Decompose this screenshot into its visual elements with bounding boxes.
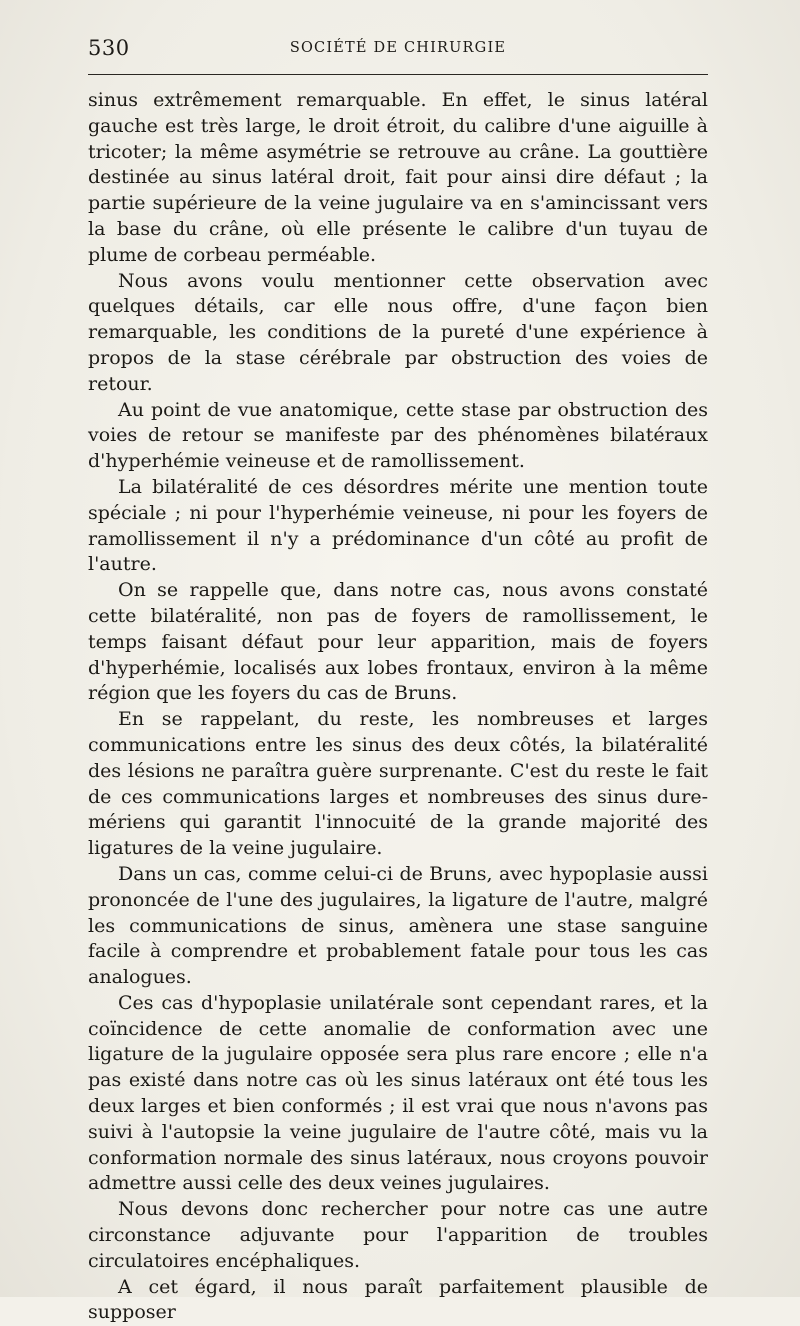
- page-number: 530: [88, 36, 130, 60]
- running-head: [88, 36, 708, 60]
- running-title: SOCIÉTÉ DE CHIRURGIE: [289, 40, 507, 56]
- header-rule: [88, 74, 708, 75]
- paragraph-continues: A cet égard, il nous paraît parfaitement plausible de supposer: [88, 1275, 708, 1324]
- paragraph-continued: sinus extrêmement remarquable. En effet, le sinus latéral gauche est très large, le droit étroit, du calibre d'une aiguille à tricoter; la même asymétrie se retrouve au crâne. La gouttière destinée au sinus latéral droit, fait pour ainsi dire défaut ; la partie supérieure de la veine jugulaire va en s'amincissant vers la base du crâne, où elle présente le calibre d'un tuyau de plume de corbeau perméable.: [88, 89, 708, 266]
- paragraph: En se rappelant, du reste, les nombreuses et larges communications entre les sinus des deux côtés, la bilatéralité des lésions ne paraîtra guère surprenante. C'est du reste le fait de ces communications larges et nombreuses des sinus dure-mériens qui garantit l'innocuité de la grande majorité des ligatures de la veine jugulaire.: [88, 708, 708, 860]
- paragraph: Dans un cas, comme celui-ci de Bruns, avec hypoplasie aussi prononcée de l'une des jugulaires, la ligature de l'autre, malgré les communications de sinus, amènera une stase sanguine facile à comprendre et probablement fatale pour tous les cas analogues.: [88, 862, 708, 989]
- paragraph: Au point de vue anatomique, cette stase par obstruction des voies de retour se manifeste par des phénomènes bilatéraux d'hyperhémie veineuse et de ramollissement.: [88, 398, 708, 473]
- paragraph: Nous devons donc rechercher pour notre cas une autre circonstance adjuvante pour l'apparition de troubles circulatoires encéphaliques.: [88, 1198, 708, 1272]
- paragraph: On se rappelle que, dans notre cas, nous avons constaté cette bilatéralité, non pas de foyers de ramollissement, le temps faisant défaut pour leur apparition, mais de foyers d'hyperhémie, localisés aux lobes frontaux, environ à la même région que les foyers du cas de Bruns.: [88, 579, 708, 705]
- paragraph: Ces cas d'hypoplasie unilatérale sont cependant rares, et la coïncidence de cette anomalie de conformation avec une ligature de la jugulaire opposée sera plus rare encore ; elle n'a pas existé dans notre cas où les sinus latéraux ont été tous les deux larges et bien conformés ; il est vrai que nous n'avons pas suivi à l'autopsie la veine jugulaire de l'autre côté, mais vu la conformation normale des sinus latéraux, nous croyons pouvoir admettre aussi celle des deux veines jugulaires.: [88, 991, 708, 1195]
- paragraph: La bilatéralité de ces désordres mérite une mention toute spéciale ; ni pour l'hyperhémie veineuse, ni pour les foyers de ramollissement il n'y a prédominance d'un côté au profit de l'autre.: [88, 475, 708, 576]
- body-text: [88, 88, 708, 1326]
- paragraph: Nous avons voulu mentionner cette observation avec quelques détails, car elle nous offre, d'une façon bien remarquable, les conditions de la pureté d'une expérience à propos de la stase cérébrale par obstruction des voies de retour.: [88, 269, 708, 395]
